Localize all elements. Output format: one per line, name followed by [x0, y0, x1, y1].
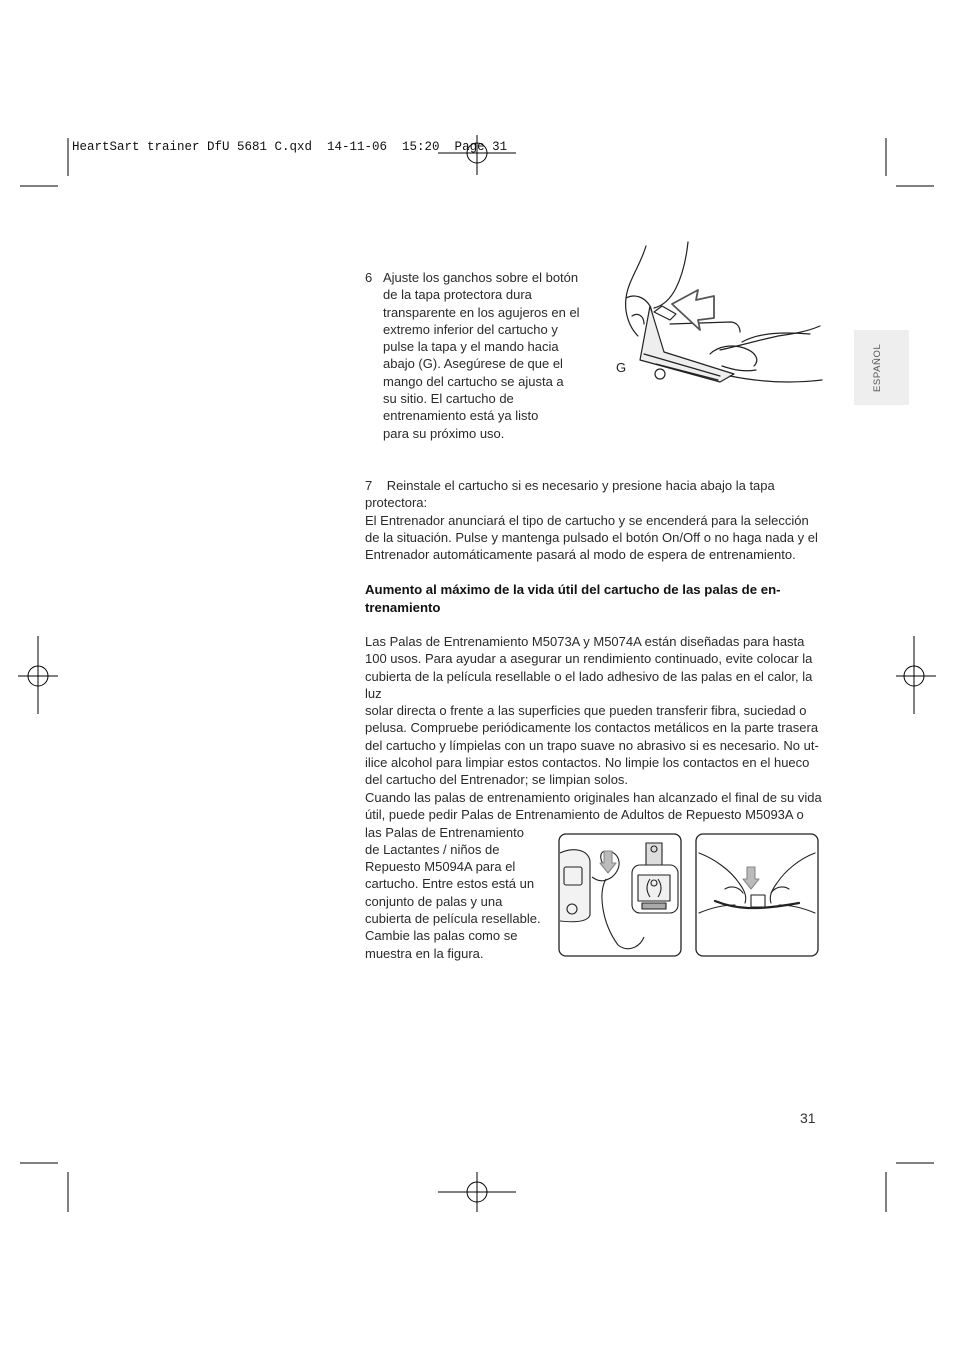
figure-g-hands-illustration: [610, 236, 840, 406]
paragraph-line: útil, puede pedir Palas de Entrenamiento de Adultos de Repuesto M5093A o: [365, 807, 804, 823]
paragraph-line: Cambie las palas como se: [365, 928, 518, 944]
paragraph-line: Cuando las palas de entrenamiento originales han alcanzado el final de su vida: [365, 790, 822, 805]
paragraph-line: Las Palas de Entrenamiento M5073A y M5074A están diseñadas para hasta: [365, 634, 805, 649]
section-heading-line: trenamiento: [365, 599, 441, 615]
paragraph-line: conjunto de palas y una: [365, 893, 503, 909]
section-heading: [365, 581, 825, 616]
figure-pads-cartridge-illustration: [558, 833, 682, 957]
step-7: [365, 477, 820, 563]
step-6-line: Ajuste los ganchos sobre el botón: [383, 270, 579, 285]
step-7-line: El Entrenador anunciará el tipo de cartucho y se encenderá para la selección: [365, 512, 809, 528]
step-6-line: entrenamiento está ya listo: [383, 408, 539, 424]
page-number: 31: [800, 1110, 816, 1126]
paragraph-line: cubierta de película resellable.: [365, 911, 541, 927]
paragraph-line: del cartucho del Entrenador; se limpian solos.: [365, 772, 629, 788]
figure-hands-pads-illustration: [695, 833, 819, 957]
language-tab-label: ESPAÑOL: [872, 343, 883, 392]
step-7-line: de la situación. Pulse y mantenga pulsado el botón On/Off o no haga nada y el: [365, 529, 818, 545]
step-6-line: extremo inferior del cartucho y: [383, 321, 558, 337]
step-6-line: para su próximo uso.: [383, 425, 505, 441]
step-6-line: abajo (G). Asegúrese de que el: [383, 356, 563, 372]
paragraph-line: pelusa. Compruebe periódicamente los contactos metálicos en la parte trasera: [365, 720, 819, 736]
paragraph-line: solar directa o frente a las superficies que pueden transferir fibra, suciedad o: [365, 703, 807, 719]
step-6-number: 6: [365, 270, 373, 285]
paragraph-line: las Palas de Entrenamiento: [365, 824, 524, 840]
section-heading-line: Aumento al máximo de la vida útil del cartucho de las palas de en-: [365, 582, 781, 597]
step-6-line: mango del cartucho se ajusta a: [383, 373, 564, 389]
paragraph-line: 100 usos. Para ayudar a asegurar un rendimiento continuado, evite colocar la: [365, 651, 813, 667]
figure-g-label: G: [616, 360, 627, 375]
step-7-line: Entrenador automáticamente pasará al modo de espera de entrenamiento.: [365, 547, 796, 563]
paragraph-line: cubierta de la película resellable o el lado adhesivo de las palas en el calor, la luz: [365, 668, 813, 701]
step-6-line: de la tapa protectora dura: [383, 287, 532, 303]
paragraph-line: Repuesto M5094A para el: [365, 859, 516, 875]
step-7-line: Reinstale el cartucho si es necesario y presione hacia abajo la tapa protectora:: [365, 478, 775, 511]
paragraph-line: de Lactantes / niños de: [365, 841, 500, 857]
step-6: [365, 269, 595, 442]
step-6-line: su sitio. El cartucho de: [383, 391, 514, 407]
paragraph-care: [365, 633, 825, 789]
paragraph-line: ilice alcohol para limpiar estos contactos. No limpie los contactos en el hueco: [365, 755, 810, 771]
language-side-tab: [854, 330, 909, 405]
paragraph-line: del cartucho y límpielas con un trapo suave no abrasivo si es necesario. No ut-: [365, 737, 819, 753]
paragraph-line: cartucho. Entre estos está un: [365, 876, 535, 892]
step-6-line: transparente en los agujeros en el: [383, 304, 580, 320]
step-7-number: 7: [365, 478, 373, 493]
paragraph-line: muestra en la figura.: [365, 945, 484, 961]
step-6-line: pulse la tapa y el mando hacia: [383, 339, 559, 355]
print-slug-line: HeartSart trainer DfU 5681 C.qxd 14-11-06 15:20 Page 31: [72, 140, 508, 154]
